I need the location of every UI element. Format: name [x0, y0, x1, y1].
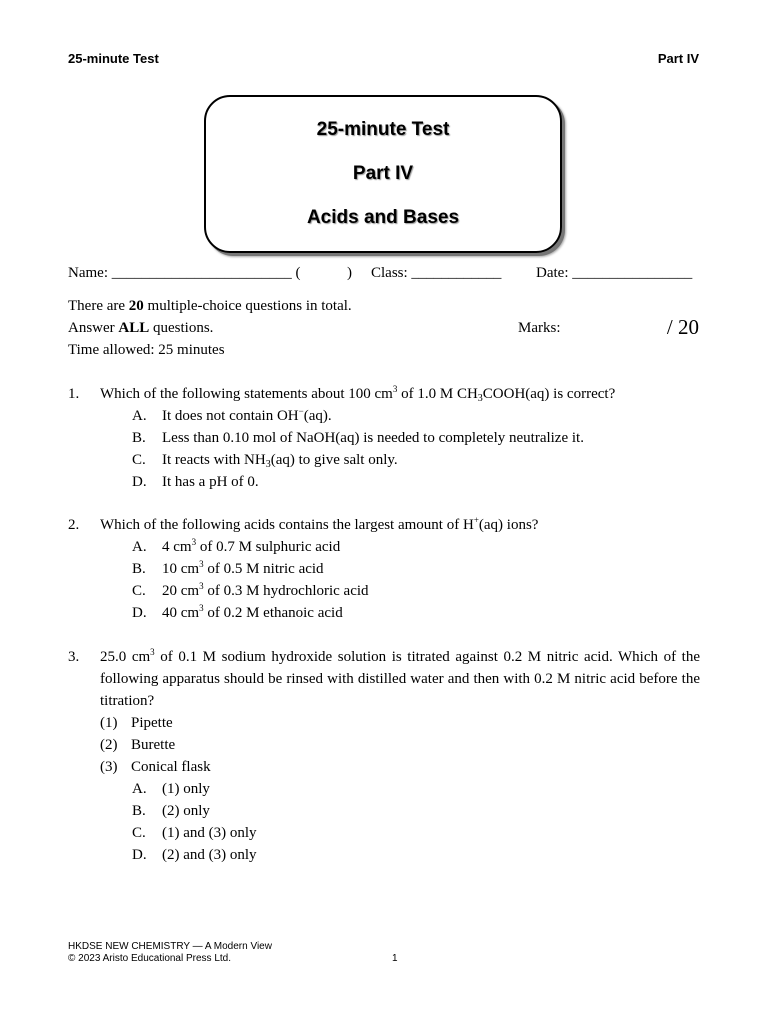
instruction-answer-all: Answer ALL questions. — [68, 320, 214, 336]
question-stem: Which of the following acids contains the largest amount of H+(aq) ions? — [100, 515, 539, 533]
option-d[interactable]: D. It has a pH of 0. — [132, 474, 259, 490]
question-number: 2. — [68, 517, 80, 533]
question-stem: 25.0 $cm^3$ of 0.1 M sodium hydroxide solution is titrated against 0.2 M nitric acid. Which of the following apparatus should be rinsed with distilled water and then with 0.2 M nitric acid before the titration? — [100, 647, 700, 709]
question-1 — [68, 383, 700, 493]
instruction-time: Time allowed: 25 minutes — [68, 342, 225, 358]
option-c[interactable]: C. It reacts with $NH_3(aq)$ to give salt only. — [132, 452, 398, 470]
option-d[interactable]: D. (2) and (3) only — [132, 847, 257, 863]
option-a[interactable]: A. It does not contain OH−(aq). — [132, 406, 332, 424]
option-a[interactable]: A. 4 $cm^3$ of 0.7 M sulphuric acid — [132, 537, 341, 555]
marks-label: Marks: — [518, 320, 561, 336]
footer-book-title: HKDSE NEW CHEMISTRY — A Modern View — [68, 941, 272, 952]
class-number-paren: ) — [347, 265, 352, 281]
name-field: Name: ________________________ ( — [68, 265, 301, 281]
header-part: Part IV — [657, 51, 699, 66]
footer-copyright: © 2023 Aristo Educational Press Ltd. — [68, 953, 232, 964]
class-field: Class: ____________ — [371, 265, 502, 281]
question-number: 3. — [68, 649, 80, 665]
option-c[interactable]: C. 20 $cm^3$ of 0.3 M hydrochloric acid — [132, 581, 369, 599]
question-number: 1. — [68, 386, 80, 402]
title-test-name: 25-minute Test — [316, 119, 450, 140]
option-b[interactable]: B. (2) only — [132, 803, 210, 819]
option-c[interactable]: C. (1) and (3) only — [132, 825, 257, 841]
title-box — [204, 95, 562, 253]
date-field: Date: ________________ — [536, 265, 693, 281]
option-a[interactable]: A. (1) only — [132, 781, 210, 797]
option-b[interactable]: B. Less than 0.10 mol of NaOH(aq) is needed to completely neutralize it. — [132, 430, 584, 446]
title-part: Part IV — [352, 163, 414, 184]
title-topic: Acids and Bases — [306, 207, 460, 228]
list-item: (3) Conical flask — [100, 759, 211, 775]
list-item: (1) Pipette — [100, 715, 173, 731]
option-b[interactable]: B. 10 $cm^3$ of 0.5 M nitric acid — [132, 559, 324, 577]
question-2 — [68, 514, 700, 624]
question-stem: Which of the following statements about 100 $cm^3$ of 1.0 M $CH_3COOH(aq)$ is correct? — [100, 384, 616, 404]
option-d[interactable]: D. 40 $cm^3$ of 0.2 M ethanoic acid — [132, 603, 343, 621]
header-title: 25-minute Test — [68, 51, 159, 66]
question-3 — [68, 646, 700, 866]
marks-total: / 20 — [666, 315, 699, 339]
list-item: (2) Burette — [100, 737, 176, 753]
instruction-total: There are 20 multiple-choice questions in total. — [68, 298, 352, 314]
footer — [68, 941, 272, 965]
page-number: 1 — [392, 953, 398, 964]
